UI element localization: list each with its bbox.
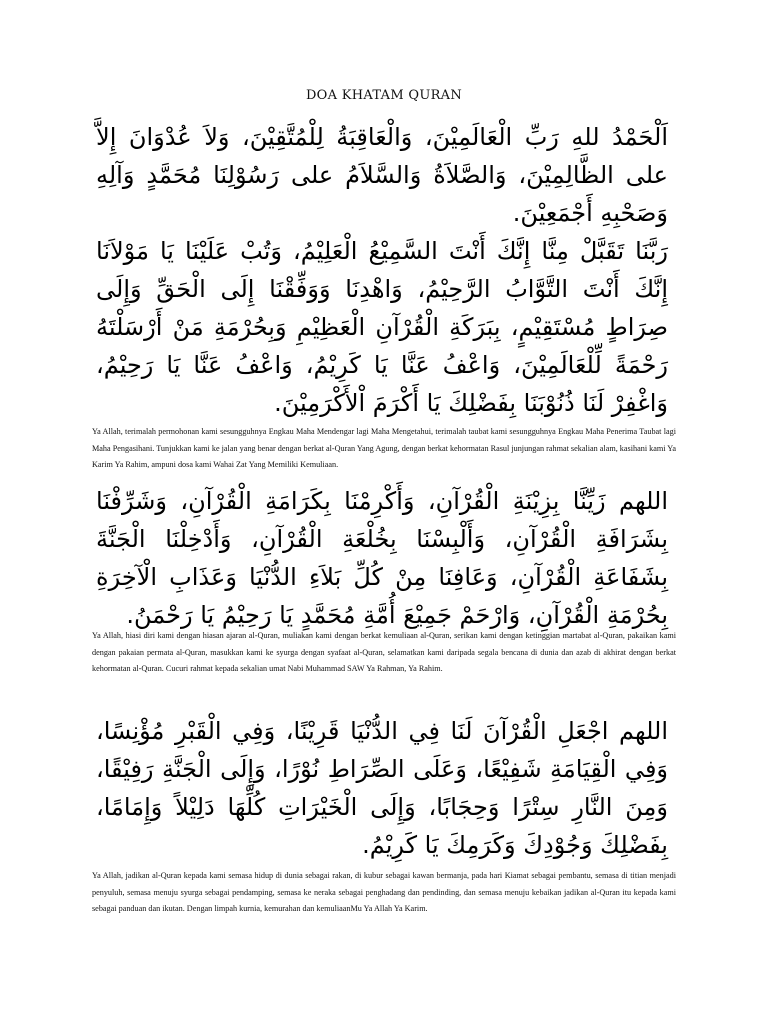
arabic-prayer-paragraph-1: رَبَّنَا تَقَبَّلْ مِنَّا إِنَّكَ أَنْتَ السَّمِيْعُ الْعَلِيْمُ، وَتُبْ عَلَيْنَا يَا مَوْلاَنَا إِنَّكَ أَنْتَ التَّوَّابُ الرَّحِيْمُ، وَاهْدِنَا وَوَفِّقْنَا إِلَى الْحَقِّ وَإِلَى صِرَاطٍ مُسْتَقِيْمٍ، بِبَرَكَةِ الْقُرْآنِ الْعَظِيْمِ وَبِحُرْمَةِ مَنْ أَرْسَلْتَهُ رَحْمَةً لِّلْعَالَمِيْنَ، وَاعْفُ عَنَّا يَا كَرِيْمُ، وَاعْفُ عَنَّا يَا رَحِيْمُ، وَاغْفِرْ لَنَا ذُنُوْبَنَا بِفَضْلِكَ يَا أَكْرَمَ اْلأَكْرَمِيْنَ. (96, 237, 668, 417)
translation-paragraph-1: Ya Allah, terimalah permohonan kami sesungguhnya Engkau Maha Mendengar lagi Maha Mengetahui, terimalah taubat kami sesungguhnya Engkau Maha Penerima Taubat lagi Maha Pengasihani. Tunjukkan kami ke jalan yang benar dengan berkat al-Quran Yang Agung, dengan berkat kehormatan Rasul junjungan rahmat sekalian alam, kasihani kami Ya Karim Ya Rahim, ampuni dosa kami Wahai Zat Yang Memiliki Kemuliaan. (92, 427, 676, 469)
arabic-prayer-opening: اَلْحَمْدُ للهِ رَبِّ الْعَالَمِيْنَ، وَالْعَاقِبَةُ لِلْمُتَّقِيْنَ، وَلاَ عُدْوَانَ إِلاَّ على الظَّالِمِيْنَ، وَالصَّلاَةُ وَالسَّلاَمُ على رَسُوْلِنَا مُحَمَّدٍ وَآلِهِ وَصَحْبِهِ أَجْمَعِيْنَ. (96, 123, 668, 227)
translation-paragraph-3: Ya Allah, jadikan al-Quran kepada kami semasa hidup di dunia sebagai rakan, di kubur sebagai kawan bermanja, pada hari Kiamat sebagai pembantu, semasa di titian menjadi penyuluh, semasa menuju syurga sebagai pendamping, semasa ke neraka sebagai penghadang dan pendinding, dan semasa menuju kebaikan jadikan al-Quran itu kepada kami sebagai panduan dan ikutan. Dengan limpah kurnia, kemurahan dan kemuliaanMu Ya Allah Ya Karim. (92, 871, 676, 913)
arabic-prayer-paragraph-3: اللهم اجْعَلِ الْقُرْآنَ لَنَا فِي الدُّنْيَا قَرِيْنًا، وَفِي الْقَبْرِ مُؤْنِسًا، وَفِي الْقِيَامَةِ شَفِيْعًا، وَعَلَى الصِّرَاطِ نُوْرًا، وَإِلَى الْجَنَّةِ رَفِيْقًا، وَمِنَ النَّارِ سِتْرًا وَحِجَابًا، وَإِلَى الْخَيْرَاتِ كُلِّهَا دَلِيْلاً وَإِمَامًا، بِفَضْلِكَ وَجُوْدِكَ وَكَرَمِكَ يَا كَرِيْمُ. (96, 717, 668, 859)
page-title: DOA KHATAM QURAN (305, 88, 463, 103)
arabic-prayer-paragraph-2: اللهم زَيِّنَّا بِزِيْنَةِ الْقُرْآنِ، وَأَكْرِمْنَا بِكَرَامَةِ الْقُرْآنِ، وَشَرِّفْنَا بِشَرَافَةِ الْقُرْآنِ، وَأَلْبِسْنَا بِخُلْعَةِ الْقُرْآنِ، وَأَدْخِلْنَا الْجَنَّةَ بِشَفَاعَةِ الْقُرْآنِ، وَعَافِنَا مِنْ كُلِّ بَلاَءِ الدُّنْيَا وَعَذَابِ الْآخِرَةِ بِحُرْمَةِ الْقُرْآنِ، وَارْحَمْ جَمِيْعَ أُمَّةِ مُحَمَّدٍ يَا رَحِيْمُ يَا رَحْمَنُ. (96, 487, 668, 629)
translation-paragraph-2: Ya Allah, hiasi diri kami dengan hiasan ajaran al-Quran, muliakan kami dengan berkat kemuliaan al-Quran, serikan kami dengan ketinggian martabat al-Quran, pakaikan kami dengan pakaian permata al-Quran, masukkan kami ke syurga dengan syafaat al-Quran, selamatkan kami daripada segala bencana di dunia dan azab di akhirat dengan berkat kehormatan al-Quran. Cucuri rahmat kepada sekalian umat Nabi Muhammad SAW Ya Rahman, Ya Rahim. (92, 631, 676, 673)
